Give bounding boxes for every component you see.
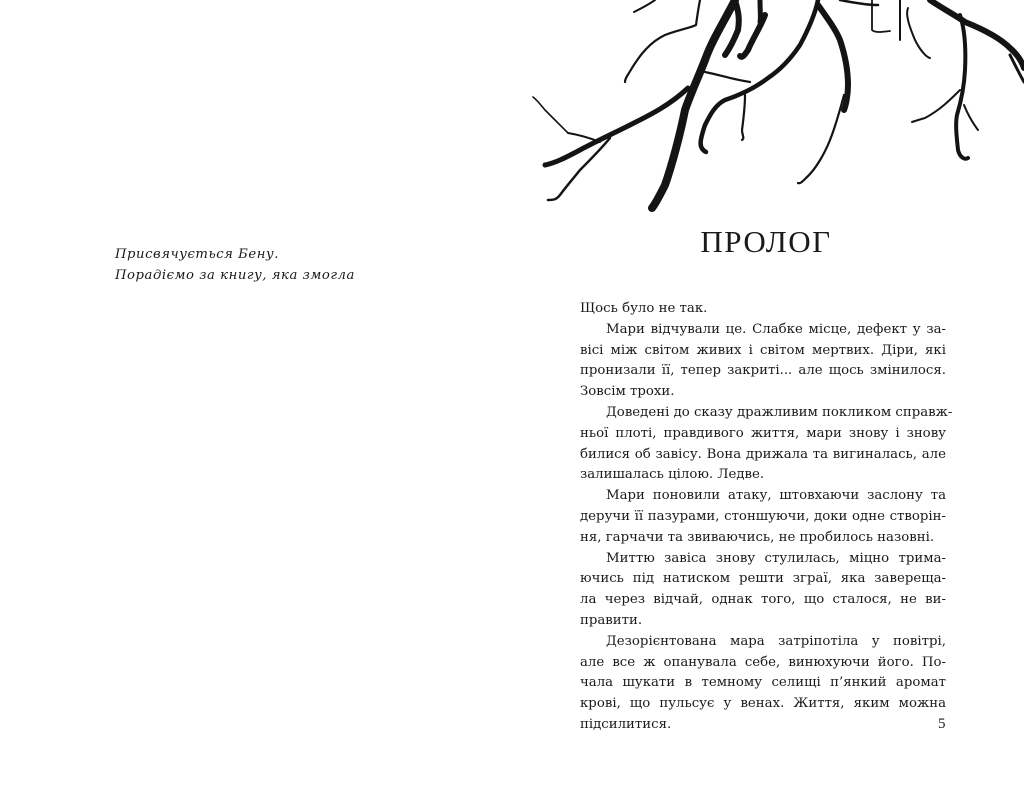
text-line: ня, гарчачи та звиваючись, не пробилось назовні. — [580, 529, 935, 545]
dedication-line: Порадіємо за книгу, яка змогла — [115, 268, 355, 283]
paragraph — [580, 403, 953, 486]
paragraph — [580, 320, 946, 403]
paragraph — [580, 632, 946, 736]
text-line: Мари поновили атаку, штовхаючи заслону та — [606, 488, 946, 504]
text-line: чала шукати в темному селищі п’янкий аромат — [580, 675, 946, 691]
text-line: Зовсім трохи. — [580, 384, 675, 400]
chapter-title: ПРОЛОГ — [700, 224, 832, 259]
text-line: деручи її пазурами, стоншуючи, доки одне створін- — [580, 508, 946, 524]
tree-branches-illustration — [520, 0, 1024, 215]
text-line: ла через відчай, однак того, що сталося, не ви- — [580, 592, 946, 608]
text-line: Дезорієнтована мара затріпотіла у повітрі, — [606, 633, 946, 649]
paragraph — [580, 486, 946, 548]
text-line: пронизали її, тепер закриті... але щось змінилося. — [580, 363, 946, 379]
text-line: Миттю завіса знову стулилась, міцно трима- — [606, 550, 946, 566]
text-line: Щось було не так. — [580, 301, 708, 316]
text-line: залишалась цілою. Ледве. — [580, 467, 765, 483]
text-line: підсилитися. — [580, 716, 672, 732]
text-line: вісі між світом живих і світом мертвих. Діри, які — [580, 342, 946, 358]
prologue-text — [580, 299, 953, 736]
paragraph — [580, 549, 946, 632]
paragraph — [580, 299, 946, 320]
text-line: крові, що пульсує у венах. Життя, яким можна — [580, 696, 946, 712]
page-number: 5 — [938, 716, 946, 732]
dedication-line: Присвячується Бену. — [115, 247, 279, 262]
dedication — [115, 244, 355, 286]
text-line: ньої плоті, правдивого життя, мари знову і знову — [580, 425, 946, 441]
text-line: Доведені до сказу дражливим покликом справж- — [606, 404, 953, 420]
text-line: ючись під натиском решти зграї, яка заверещa- — [580, 571, 946, 587]
text-line: Мари відчували це. Слабке місце, дефект у за- — [606, 321, 946, 337]
text-line: билися об завісу. Вона дрижала та вигиналась, але — [580, 446, 946, 462]
text-line: правити. — [580, 612, 643, 628]
text-line: але все ж опанувала себе, винюхуючи його. По- — [580, 654, 946, 670]
